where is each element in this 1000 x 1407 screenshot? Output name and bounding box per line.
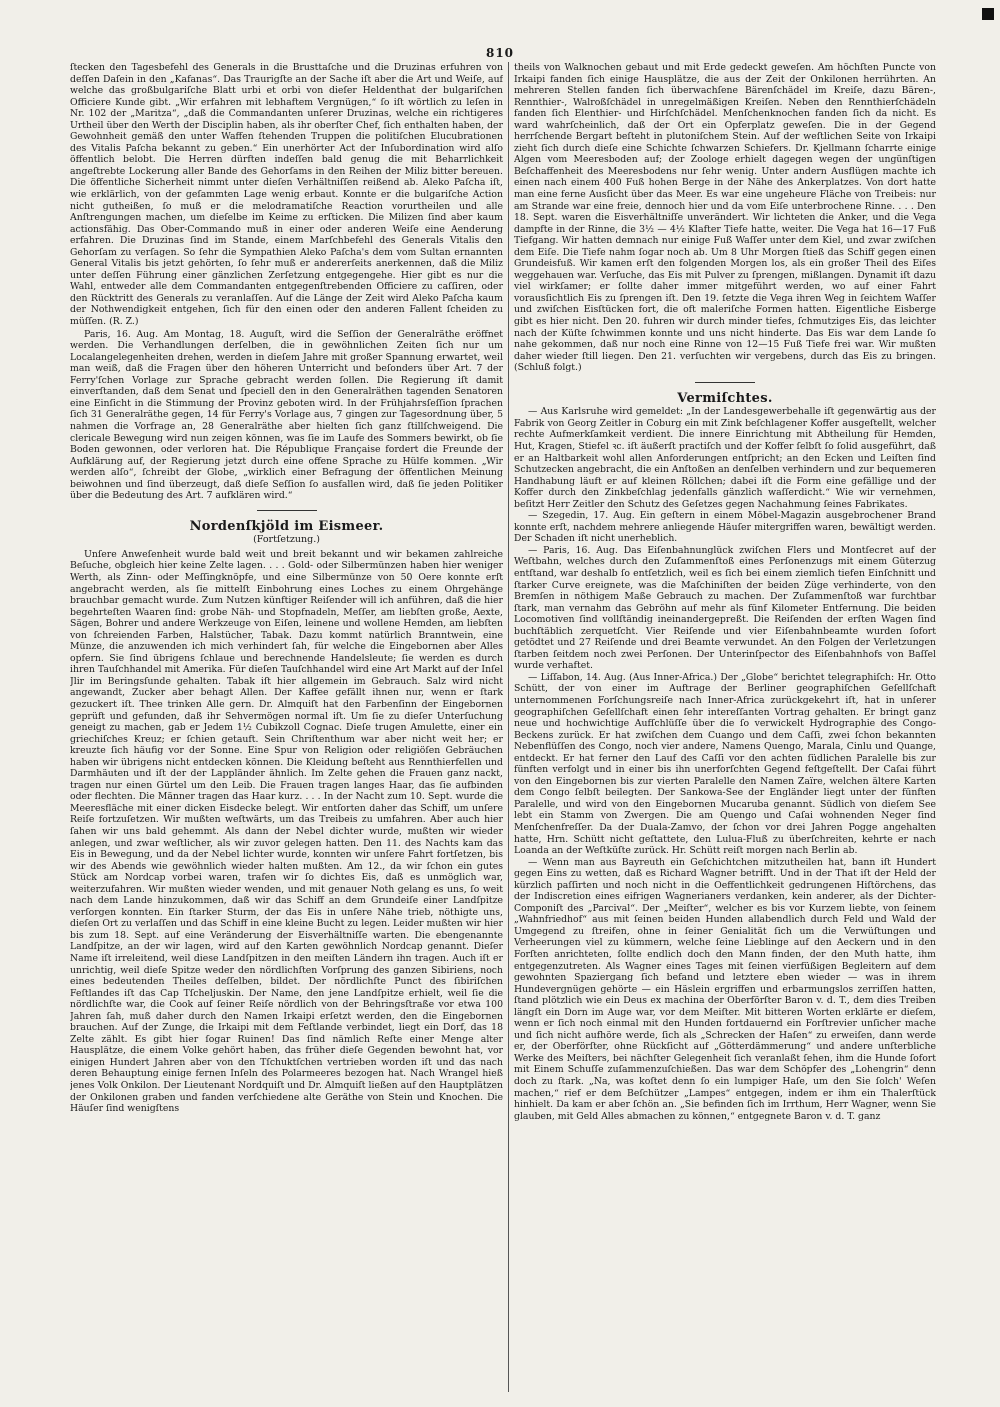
news-paris-railway: — Paris, 16. Aug. Das Eiſenbahnunglück zwiſchen Flers und Montſecret auf der Weſtbahn, welches durch den Zuſammenſtoß eines Perſonenzugs mit einem Güterzug entſtand, war deshalb ſo entſetzlich, weil es ſich bei einem ziemlich tiefen Einſchnitt und ſtarker Curve ereignete, was die Maſchiniſten der beiden Züge verhinderte, von den Bremſen in nöthigem Maße Gebrauch zu machen. Der Zuſammenſtoß war furchtbar ſtark, man vernahm das Gebröhn auf mehr als fünf Kilometer Entfernung. Die beiden Locomotiven ſind vollſtändig ineinandergepreßt. Die Reiſenden der erſten Wagen ſind buchſtäblich zerquetſcht. Vier Reiſende und vier Eiſenbahnbeamte wurden ſofort getödtet und 27 Reiſende und drei Beamte verwundet. An den Folgen der Verletzungen ſtarben ſeitdem noch zwei Perſonen. Der Unterinſpector des Eiſenbahnhofs von Baſſel wurde verhaftet. (514, 544, 936, 672)
article-nordenskjoeld: Unſere Anweſenheit wurde bald weit und breit bekannt und wir bekamen zahlreiche Beſuche, obgleich hier keine Zelte lagen. . . . Gold- oder Silbermünzen haben hier weniger Werth, als Zinn- oder Meſſingknöpfe, und eine Silbermünze von 50 Oere konnte erſt angebracht werden, als ſie mittelſt Einbohrung eines Loches zu einem Ohrgehänge brauchbar gemacht wurde. Zum Nutzen künftiger Reiſender will ich anführen, daß die hier begehrteſten Waaren ſind: grobe Näh- und Stopfnadeln, Meſſer, am liebſten große, Aexte, Sägen, Bohrer und andere Werkzeuge von Eiſen, leinene und wollene Hemden, am liebſten von ſchreienden Farben, Halstücher, Tabak. Dazu kommt natürlich Branntwein, eine Münze, die anzuwenden ich mich verhindert ſah, für welche die Eingebornen aber Alles opfern. Sie ſind übrigens ſchlaue und berechnende Handelsleute; ſie werden es durch ihren Tauſchhandel mit Amerika. Für dieſen Tauſchhandel wird eine Art Markt auf der Inſel Jlir im Beringsſunde gehalten. Tabak iſt hier allgemein im Gebrauch. Salz wird nicht angewandt, Zucker aber behagt Allen. Der Kaffee gefällt ihnen nur, wenn er ſtark gezuckert iſt. Thee trinken Alle gern. Dr. Almquiſt hat den Farbenſinn der Eingebornen geprüft und gefunden, daß ihr Sehvermögen normal iſt. Um ſie zu dieſer Unterſuchung geneigt zu machen, gab er Jedem 1½ Cubikzoll Cognac. Dieſe trugen Amulette, einer ein griechiſches Kreuz; er ſchien getauft. Sein Chriſtenthum war aber nicht weit her; er kreuzte ſich häufig vor der Sonne. Eine Spur von Religion oder religiöſen Gebräuchen haben wir übrigens nicht entdecken können. Die Kleidung beſteht aus Rennthierfellen und Darmhäuten und iſt der der Lappländer ähnlich. Im Zelte gehen die Frauen ganz nackt, tragen nur einen Gürtel um den Leib. Die Frauen tragen langes Haar, das ſie aufbinden oder flechten. Die Männer tragen das Haar kurz. . . . In der Nacht zum 10. Sept. wurde die Meeresfläche mit einer dicken Eisdecke belegt. Wir entſorten daher das Schiff, um unſere Reiſe fortzuſetzen. Wir mußten weſtwärts, um das Treibeis zu umfahren. Aber auch hier ſahen wir uns bald gehemmt. Als dann der Nebel dichter wurde, mußten wir wieder anlegen, und zwar weſtlicher, als wir zuvor gelegen hatten. Den 11. des Nachts kam das Eis in Bewegung, und da der Nebel lichter wurde, konnten wir unſere Fahrt fortſetzen, bis wir des Abends wie gewöhnlich wieder halten mußten. Am 12., da wir ſchon ein gutes Stück am Nordcap vorbei waren, trafen wir ſo dichtes Eis, daß es unmöglich war, weiterzufahren. Wir mußten wieder wenden, und mit genauer Noth gelang es uns, ſo weit nach dem Lande hinzukommen, daß wir das Schiff an dem Grundeiſe einer Landſpitze verſorgen konnten. Ein ſtarker Sturm, der das Eis in unſere Nähe trieb, nöthigte uns, dieſen Ort zu verlaſſen und das Schiff in eine kleine Bucht zu legen. Leider mußten wir hier bis zum 18. Sept. auf eine Veränderung der Eisverhältniſſe warten. Die ebengenannte Landſpitze, an der wir lagen, wird auf den Karten gewöhnlich Nordcap genannt. Dieſer Name iſt irreleitend, weil diese Landſpitzen in den meiſten Ländern ihn tragen. Auch iſt er unrichtig, weil dieſe Spitze weder den nördlichſten Vorſprung des ganzen Sibiriens, noch eines bedeutenden Theiles deſſelben, bildet. Der nördlichſte Punct des ſibiriſchen Feſtlandes iſt das Cap Tſcheljuskin. Der Name, den jene Landſpitze erhielt, weil ſie die nördlichſte war, die Cook auf ſeiner Reiſe nördlich von der Behringsſtraße vor etwa 100 Jahren ſah, muß daher durch den Namen Irkaipi erſetzt werden, den die Eingebornen brauchen. Auf der Zunge, die Irkaipi mit dem Feſtlande verbindet, liegt ein Dorf, das 18 Zelte zählt. Es gibt hier ſogar Ruinen! Das ſind nämlich Reſte einer Menge alter Hausplätze, die einem Volke gehört haben, das früher dieſe Gegenden bewohnt hat, vor einigen Hundert Jahren aber von den Tſchuktſchen vertrieben worden iſt und das nach deren Behauptung einige fernen Inſeln des Polarmeeres bezogen hat. Nach Wrangel hieß jenes Volk Onkilon. Der Lieutenant Nordquiſt und Dr. Almquiſt ließen auf den Hauptplätzen der Onkilonen graben und fanden verſchiedene alte Geräthe von Stein und Knochen. Die Häuſer ſind wenigſtens (70, 548, 503, 1115)
left-column (70, 62, 503, 1392)
news-bayreuth-wagner: — Wenn man aus Bayreuth ein Geſchichtchen mitzutheilen hat, bann iſt Hundert gegen Eins zu wetten, daß es Richard Wagner betrifft. Und in der That iſt der Held der kürzlich paſſirten und noch nicht in die Oeffentlichkeit gedrungenen Hiſtörchens, das der Indiscretion eines eifrigen Wagnerianers verdanken, kein anderer, als der Dichter-Componiſt des „Parcival“. Der „Meiſter“, welcher es bis vor Kurzem liebte, von ſeinem „Wahnfriedhof“ aus mit ſeinen beiden Hunden allabendlich durch Feld und Wald der Umgegend zu ſtreifen, ohne in ſeiner Genialität ſich um die Verwüſtungen und Verheerungen viel zu kümmern, welche ſeine Lieblinge auf den Aeckern und in den Forſten anrichteten, ſollte endlich doch den Mann finden, der den Muth hatte, ihm entgegenzutreten. Als Wagner eines Tages mit ſeinen vierfüßigen Begleitern auf dem gewohnten Spaziergang ſich befand und letztere eben wieder — was in ihrem Hundevergnügen gehörte — ein Häslein ergriffen und erbarmungslos zerriſſen hatten, ſtand plötzlich wie ein Deus ex machina der Oberförſter Baron v. d. T., dem dies Treiben längſt ein Dorn im Auge war, vor dem Meiſter. Mit bitteren Worten erklärte er dieſem, wenn er ſich noch einmal mit den Hunden fortdauernd ein Forſtrevier unſicher mache und ſich nicht aufhöre werde, ſich als „Schrecken der Haſen“ zu erweiſen, dann werde er, der Oberförſter, ohne Rückſicht auf „Götterdämmerung“ und andere unſterbliche Werke des Meiſters, bei nächſter Gelegenheit ſich veranlaßt ſehen, ihm die Hunde ſofort mit Einem Schuſſe zuſammenzuſchießen. Das war dem Schöpfer des „Lohengrin“ denn doch zu ſtark. „Na, was koſtet denn ſo ein lumpiger Haſe, um den Sie ſolch' Weſen machen,“ rief er dem Beſchützer „Lampes“ entgegen, indem er ihm ein Thalerſtück hinhielt. Da kam er aber ſchön an. „Sie befinden ſich im Irrthum, Herr Wagner, wenn Sie glauben, mit Geld Alles abmachen zu können,“ entgegnete Baron v. d. T. ganz (514, 856, 936, 1122)
news-szegedin: — Szegedin, 17. Aug. Ein geſtern in einem Möbel-Magazin ausgebrochener Brand konnte erſt, nachdem mehrere anliegende Häuſer mitergriffen waren, bewältigt werden. Der Schaden iſt nicht unerheblich. (514, 510, 936, 545)
news-lissabon: — Liſſabon, 14. Aug. (Aus Inner-Africa.) Der „Globe“ berichtet telegraphiſch: Hr. Otto Schütt, der von einer im Auftrage der Berliner geographiſchen Geſellſchaft unternommenen Forſchungsreiſe nach Inner-Africa zurückgekehrt iſt, hat in unſerer geographiſchen Geſellſchaft einen ſehr intereſſanten Vortrag gehalten. Er bringt ganz neue und hochwichtige Aufſchlüſſe über die ſo verwickelt Hydrographie des Congo-Beckens zurück. Er hat zwiſchen dem Cuango und dem Caſſi, zwei ſchon bekannten Nebenflüſſen des Congo, noch vier andere, Namens Quengo, Marala, Cinlu und Quange, entdeckt. Er hat ferner den Lauf des Caſſi vor den achten ſüdlichen Paralelle bis zur fünften verfolgt und in einer bis ihn unerforſchten Gegend feſtgeſtellt. Der Caſai führt von den Eingebornen bis zur vierten Paralelle den Namen Zaïre, welchen ältere Karten dem Congo ſelbſt beilegten. Der Sankowa-See der Engländer liegt unter der fünften Paralelle, und wird von den Eingebornen Mucaruba genannt. Südlich von dieſem See lebt ein Stamm von Zwergen. Die am Quengo und Caſai wohnenden Neger ſind Menſchenfreſſer. Da der Duala-Zamvo, der ſchon vor drei Jahren Pogge angehalten hatte, Hrn. Schütt nicht geſtattete, den Lulua-Fluß zu überſchreiten, kehrte er nach Loanda an der Weſtküſte zurück. Hr. Schütt reiſt morgen nach Berlin ab. (514, 671, 936, 857)
section-divider (257, 510, 317, 511)
section-title-nordenskjoeld: Nordenſkjöld im Eismeer. (189, 518, 384, 534)
article-paris-generalraethe: Paris, 16. Aug. Am Montag, 18. Auguſt, wird die Seſſion der Generalräthe eröffnet werden. Die Verhandlungen derſelben, die in gewöhnlichen Zeiten ſich nur um Localangelegenheiten drehen, werden in dieſem Jahre mit großer Spannung erwartet, weil man weiß, daß die Fragen über den höheren Unterricht und beſonders über Art. 7 der Ferry'ſchen Vorlage zur Sprache gebracht werden ſollen. Die Regierung iſt damit einverſtanden, daß dem Senat und ſpeciell den in den Generalräthen tagenden Senatoren eine Einſicht in die Stimmung der Provinz geboten wird. In der Frühjahrsſeſſion ſprachen ſich 31 Generalräthe gegen, 14 für Ferry's Vorlage aus, 7 gingen zur Tagesordnung über, 5 nahmen die Vorfrage an, 28 Generalräthe aber hielten ſich ganz ſtillſchweigend. Die clericale Bewegung wird nun zeigen können, was ſie im Laufe des Sommers bewirkt, ob ſie Boden gewonnen, oder verloren hat. Die République Française fordert die Freunde der Aufklärung auf, der Regierung jetzt durch eine offene Sprache zu Hülfe kommen. „Wir werden alſo“, ſchreibt der Globe, „wirklich einer Befragung der öffentlichen Meinung beiwohnen und ſind überzeugt, daß dieſe Seſſion ſo ausfallen wird, daß ſie jeden Politiker über die Bedeutung des Art. 7 aufklären wird.“ (70, 328, 503, 502)
news-karlsruhe: — Aus Karlsruhe wird gemeldet: „In der Landesgewerbehalle iſt gegenwärtig aus der Fabrik von Georg Zeitler in Coburg ein mit Zink beſchlagener Koffer ausgeſtellt, welcher rechte Aufmerkſamkeit verdient. Die innere Einrichtung mit Abtheilung für Hemden, Hut, Kragen, Stiefel ꝛc. iſt äußerſt practiſch und der Koffer ſelbſt ſo ſolid ausgeführt, daß er an Haltbarkeit wohl allen Anforderungen entſpricht; an den Ecken und Leiſten ſind Schutzecken angebracht, die ein Anſtoßen an denſelben verhindern und zur bequemeren Handhabung läuft er auf kleinen Röllchen; dabei iſt die Form eine gefällige und der Koffer durch den Zinkbeſchlag jedenfalls gänzlich waſſerdicht.“ Wie wir vernehmen, beſitzt Herr Zeitler den Schutz des Geſetzes gegen Nachahmung ſeines Fabrikates. (514, 406, 936, 510)
section-subtitle: (Fortſetzung.) (253, 534, 320, 546)
page-number: 810 (485, 46, 515, 60)
section-title-vermischtes: Vermiſchtes. (677, 390, 773, 406)
corner-mark (982, 8, 994, 20)
right-column (514, 62, 936, 1392)
article-bulgaria-continued: ſtecken den Tagesbefehl des Generals in die Brusttaſche und die Druzinas erfuhren von deſſen Daſein in den „Kafanas“. Das Traurigſte an der Sache iſt aber die Art und Weiſe, auf welche das großbulgariſche Blatt urbi et orbi von dieſer Heldenthat der bulgariſchen Officiere Kunde gibt. „Wir erfahren mit lebhaftem Vergnügen,“ ſo iſt wörtlich zu leſen in Nr. 102 der „Maritza“, „daß die Commandanten unſerer Druzinas, welche ein richtigeres Urtheil über den Werth der Disciplin haben, als ihr oberſter Chef, ſich enthalten haben, der Gewohnheit gemäß den unter Waffen ſtehenden Truppen die politiſchen Elucubrationen des Vitalis Paſcha bekannt zu geben.“ Ein unerhörter Act der Inſubordination wird alſo öffentlich belobt. Die Herren dürften indeſſen bald genug die mit Beharrlichkeit angeſtrebte Lockerung aller Bande des Gehorſams in den Reihen der Miliz bitter bereuen. Die öffentliche Sicherheit nimmt unter dieſen Verhältniſſen reißend ab. Aleko Paſcha iſt, wie erklärlich, von der geſammten Lage wenig erbaut. Konnte er die bulgariſche Action nicht gutheißen, ſo muß er die melodramatiſche Reaction vorurtheilen und alle Anſtrengungen machen, um dieſelbe im Keime zu erſticken. Die Milizen ſind aber kaum actionsfähig. Das Ober-Commando muß in einer oder anderen Weiſe eine Aenderung erfahren. Die Druzinas ſind im Stande, einem Marſchbefehl des Generals Vitalis den Gehorſam zu verſagen. So ſehr die Sympathien Aleko Paſcha's dem vom Sultan ernannten General Vitalis bis jetzt gehörten, ſo ſehr muß er andererſeits anerkennen, daß die Miliz unter deſſen Führung einer gänzlichen Zerſetzung entgegengehe. Hier gibt es nur die Wahl, entweder alle dem Commandanten entgegenſtrebenden Officiere zu caſſiren, oder den Rücktritt des Generals zu veranlaſſen. Auf die Länge der Zeit wird Aleko Paſcha kaum der Nothwendigkeit entgehen, ſich für den einen oder den anderen Fallent ſcheiden zu müſſen. (R. Z.) (70, 62, 503, 328)
article-nordenskjoeld-continued: theils von Walknochen gebaut und mit Erde gedeckt geweſen. Am höchſten Puncte von Irkaipi fanden ſich einige Hausplätze, die aus der Zeit der Onkilonen herrührten. An mehreren Stellen fanden ſich überwachſene Bärenſchädel im Kreiſe, dazu Bären-, Rennthier-, Walroßſchädel in unregelmäßigen Kreiſen. Neben den Rennthierſchädeln fanden ſich Elenthier- und Hirſchſchädel. Menſchenknochen fanden ſich da nicht. Es ward wahrſcheinlich, daß der Ort ein Opferplatz geweſen. Die in der Gegend herrſchende Bergart beſteht in plutoniſchem Stein. Auf der weſtlichen Seite von Irkaipi zieht ſich durch dieſe eine Schichte ſchwarzen Schiefers. Dr. Kjellmann ſcharrte einige Algen vom Meeresboden auf; der Zoologe erhielt dagegen wegen der ungünſtigen Beſchaffenheit des Meeresbodens nur ſehr wenig. Unter andern Ausflügen machte ich einen nach einem 400 Fuß hohen Berge in der Nähe des Ankerplatzes. Von dort hatte man eine ferne Ausſicht über das Meer. Es war eine ungeheure Fläche von Treibeis: nur am Strande war eine freie, dennoch hier und da vom Eiſe unterbrochene Rinne. . . . Den 18. Sept. waren die Eisverhältniſſe unverändert. Wir lichteten die Anker, und die Vega dampfte in der Rinne, die 3½ — 4½ Klafter Tiefe hatte, weiter. Die Vega hat 16—17 Fuß Tiefgang. Wir hatten demnach nur einige Fuß Waſſer unter dem Kiel, und zwar zwiſchen dem Eiſe. Die Tiefe nahm ſogar noch ab. Um 8 Uhr Morgen ſtieß das Schiff gegen einen Grundeisfuß. Wir kamen erſt den folgenden Morgen los, als ein großer Theil des Eiſes weggehauen war. Verſuche, das Eis mit Pulver zu ſprengen, mißlangen. Dynamit iſt dazu viel wirkſamer; er ſollte daher immer mitgeführt werden, wo auf einer Fahrt vorausſichtlich Eis zu ſprengen iſt. Den 19. ſetzte die Vega ihren Weg in ſeichtem Waſſer und zwiſchen Eisſtücken fort, die oft maleriſche Formen hatten. Eigentliche Eisberge gibt es hier nicht. Den 20. fuhren wir durch minder tiefes, ſchmutziges Eis, das leichter nach der Küſte ſchwimmen konnte und uns nicht hinderte. Das Eis war dem Lande ſo nahe gekommen, daß nur noch eine Rinne von 12—15 Fuß Tiefe frei war. Wir mußten daher wieder ſtill liegen. Den 21. verſuchten wir vergebens, durch das Eis zu bringen. (Schluß folgt.) (514, 62, 936, 374)
column-divider (508, 62, 509, 1392)
section-divider (695, 382, 755, 383)
